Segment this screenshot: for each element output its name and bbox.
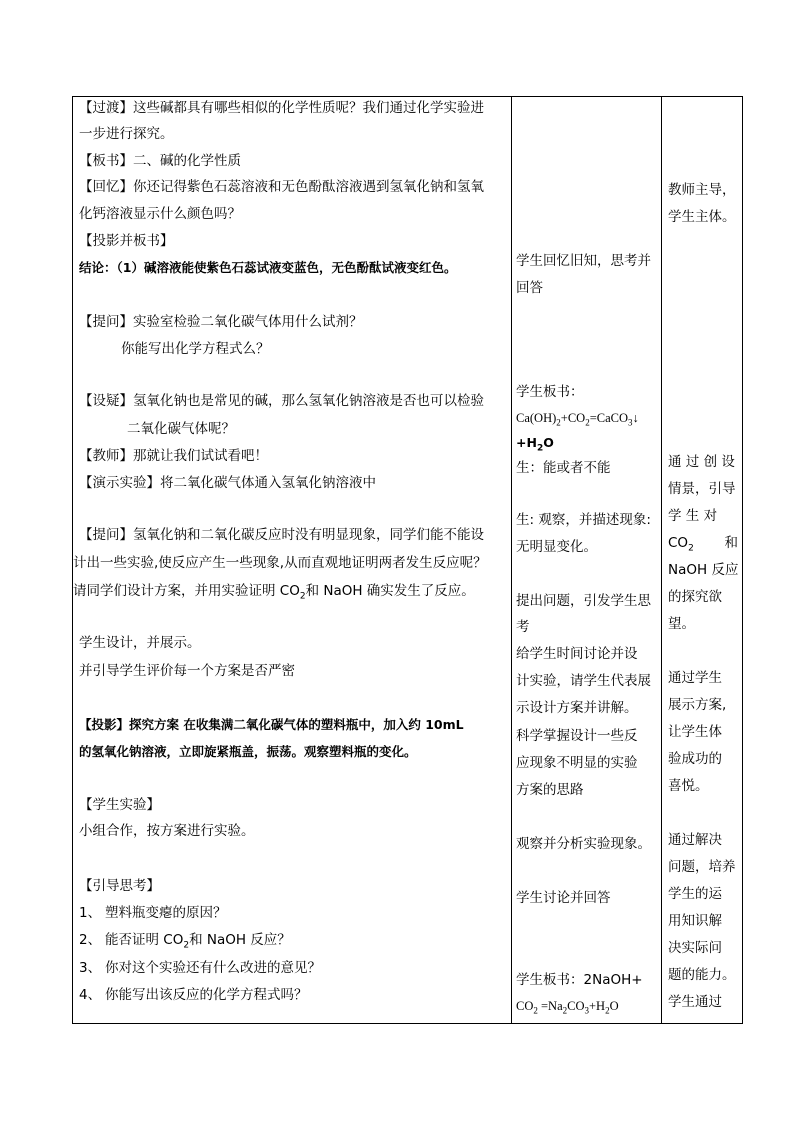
transition-line-2: 一步进行探究。 <box>79 126 174 142</box>
column-divider <box>511 97 512 1023</box>
board2-line-1: 学生板书：2NaOH+ <box>516 972 643 988</box>
question2-line-2: 计出一些实验,使反应产生一些现象,从而直观地证明两者发生反应呢？ <box>73 555 487 571</box>
guide-thinking-heading: 【引导思考】 <box>79 878 160 894</box>
guide-evaluate-line: 并引导学生评价每一个方案是否严密 <box>79 663 295 679</box>
intent-line: 的探究欲 <box>668 589 722 605</box>
raise-question-line-1: 提出问题，引发学生思 <box>516 593 651 609</box>
scientific-line-1: 科学掌握设计一些反 <box>516 728 638 744</box>
list-item-number: 3、 <box>79 960 102 976</box>
list-item: 能否证明 $CO_2$和 NaOH 反应？ <box>105 932 291 951</box>
projection-heading: 【投影并板书】 <box>79 233 174 249</box>
intent-line: 用知识解 <box>668 913 722 929</box>
doubt-line-2: 二氧化碳气体呢？ <box>127 421 235 437</box>
list-item-number: 1、 <box>79 905 102 921</box>
list-item: 你对这个实验还有什么改进的意见？ <box>105 960 321 976</box>
teacher-line: 【教师】那就让我们试试看吧！ <box>79 448 268 464</box>
recall-line-2: 化钙溶液显示什么颜色吗？ <box>79 206 241 222</box>
observe-line-1: 生: 观察，并描述现象: <box>516 512 651 528</box>
demo-experiment-line: 【演示实验】将二氧化碳气体通入氢氧化钠溶液中 <box>79 475 376 491</box>
intent-line: 展示方案, <box>668 697 727 713</box>
board-heading: 【板书】二、碱的化学性质 <box>79 153 241 169</box>
equation-line-3: $CO_2 =Na_2CO_3+H_2O$ <box>516 999 619 1016</box>
question-line-2: 你能写出化学方程式么？ <box>121 341 270 357</box>
column-divider <box>661 97 662 1023</box>
scientific-line-2: 应现象不明显的实验 <box>516 755 638 771</box>
discuss-line-3: 示设计方案并讲解。 <box>516 700 638 716</box>
intent-line: 让学生体 <box>668 724 722 740</box>
intent-line: 教师主导， <box>668 182 736 198</box>
list-item: 塑料瓶变瘪的原因？ <box>105 905 227 921</box>
list-item-number: 4、 <box>79 987 102 1003</box>
intent-line: $CO_2$ 和 <box>668 535 738 554</box>
group-work-line: 小组合作，按方案进行实验。 <box>79 823 255 839</box>
equation-line-1: $Ca(OH)_2+CO_2=CaCO_3↓$ <box>516 411 639 428</box>
list-item-number: 2、 <box>79 932 102 948</box>
equation-line-2: $+H_2O$ <box>516 435 554 454</box>
recall-line-1: 【回忆】你还记得紫色石蕊溶液和无色酚酞溶液遇到氢氧化钠和氢氧 <box>79 179 484 195</box>
list-item: 你能写出该反应的化学方程式吗？ <box>105 987 308 1003</box>
board-label: 学生板书： <box>516 384 584 400</box>
student-discuss-line: 学生讨论并回答 <box>516 890 611 906</box>
intent-line: 通 过 创 设 <box>668 454 735 470</box>
question-line-1: 【提问】实验室检验二氧化碳气体用什么试剂？ <box>79 314 363 330</box>
student-design-line: 学生设计，并展示。 <box>79 635 201 651</box>
question2-line-1: 【提问】氢氧化钠和二氧化碳反应时没有明显现象，同学们能不能设 <box>79 527 484 543</box>
projection-plan-line-1: 【投影】探究方案 在收集满二氧化碳气体的塑料瓶中，加入约 10mL <box>79 717 464 732</box>
intent-line: 学 生 对 <box>668 508 718 524</box>
doubt-line-1: 【设疑】氢氧化钠也是常见的碱，那么氢氧化钠溶液是否也可以检验 <box>79 393 484 409</box>
raise-question-line-2: 考 <box>516 619 530 635</box>
intent-line: 通过学生 <box>668 670 722 686</box>
intent-line: 情景，引导 <box>668 481 736 497</box>
recall-answer-line-2: 回答 <box>516 280 543 296</box>
intent-line: 决实际问 <box>668 940 722 956</box>
intent-line: 学生通过 <box>668 994 722 1010</box>
question2-line-3: 请同学们设计方案，并用实验证明 $CO_2$和 NaOH 确实发生了反应。 <box>73 583 475 602</box>
analyze-line: 观察并分析实验现象。 <box>516 836 651 852</box>
intent-line: 学生主体。 <box>668 209 736 225</box>
projection-plan-line-2: 的氢氧化钠溶液，立即旋紧瓶盖，振荡。观察塑料瓶的变化。 <box>79 744 417 759</box>
discuss-line-2: 计实验，请学生代表展 <box>516 673 651 689</box>
transition-line-1: 【过渡】这些碱都具有哪些相似的化学性质呢？我们通过化学实验进 <box>79 100 484 116</box>
observe-line-2: 无明显变化。 <box>516 539 597 555</box>
intent-line: 通过解决 <box>668 832 722 848</box>
intent-line: 题的能力。 <box>668 967 736 983</box>
recall-answer-line-1: 学生回忆旧知，思考并 <box>516 253 651 269</box>
scientific-line-3: 方案的思路 <box>516 782 584 798</box>
intent-line: 验成功的 <box>668 751 722 767</box>
discuss-line-1: 给学生时间讨论并设 <box>516 646 638 662</box>
conclusion-line: 结论：（1）碱溶液能使紫色石蕊试液变蓝色，无色酚酞试液变红色。 <box>79 260 457 275</box>
intent-line: 学生的运 <box>668 886 722 902</box>
intent-line: NaOH 反应 <box>668 562 739 578</box>
student-experiment-heading: 【学生实验】 <box>79 797 160 813</box>
intent-line: 问题，培养 <box>668 859 736 875</box>
intent-line: 喜悦。 <box>668 778 709 794</box>
intent-line: 望。 <box>668 616 695 632</box>
yes-or-no-line: 生：能或者不能 <box>516 460 611 476</box>
